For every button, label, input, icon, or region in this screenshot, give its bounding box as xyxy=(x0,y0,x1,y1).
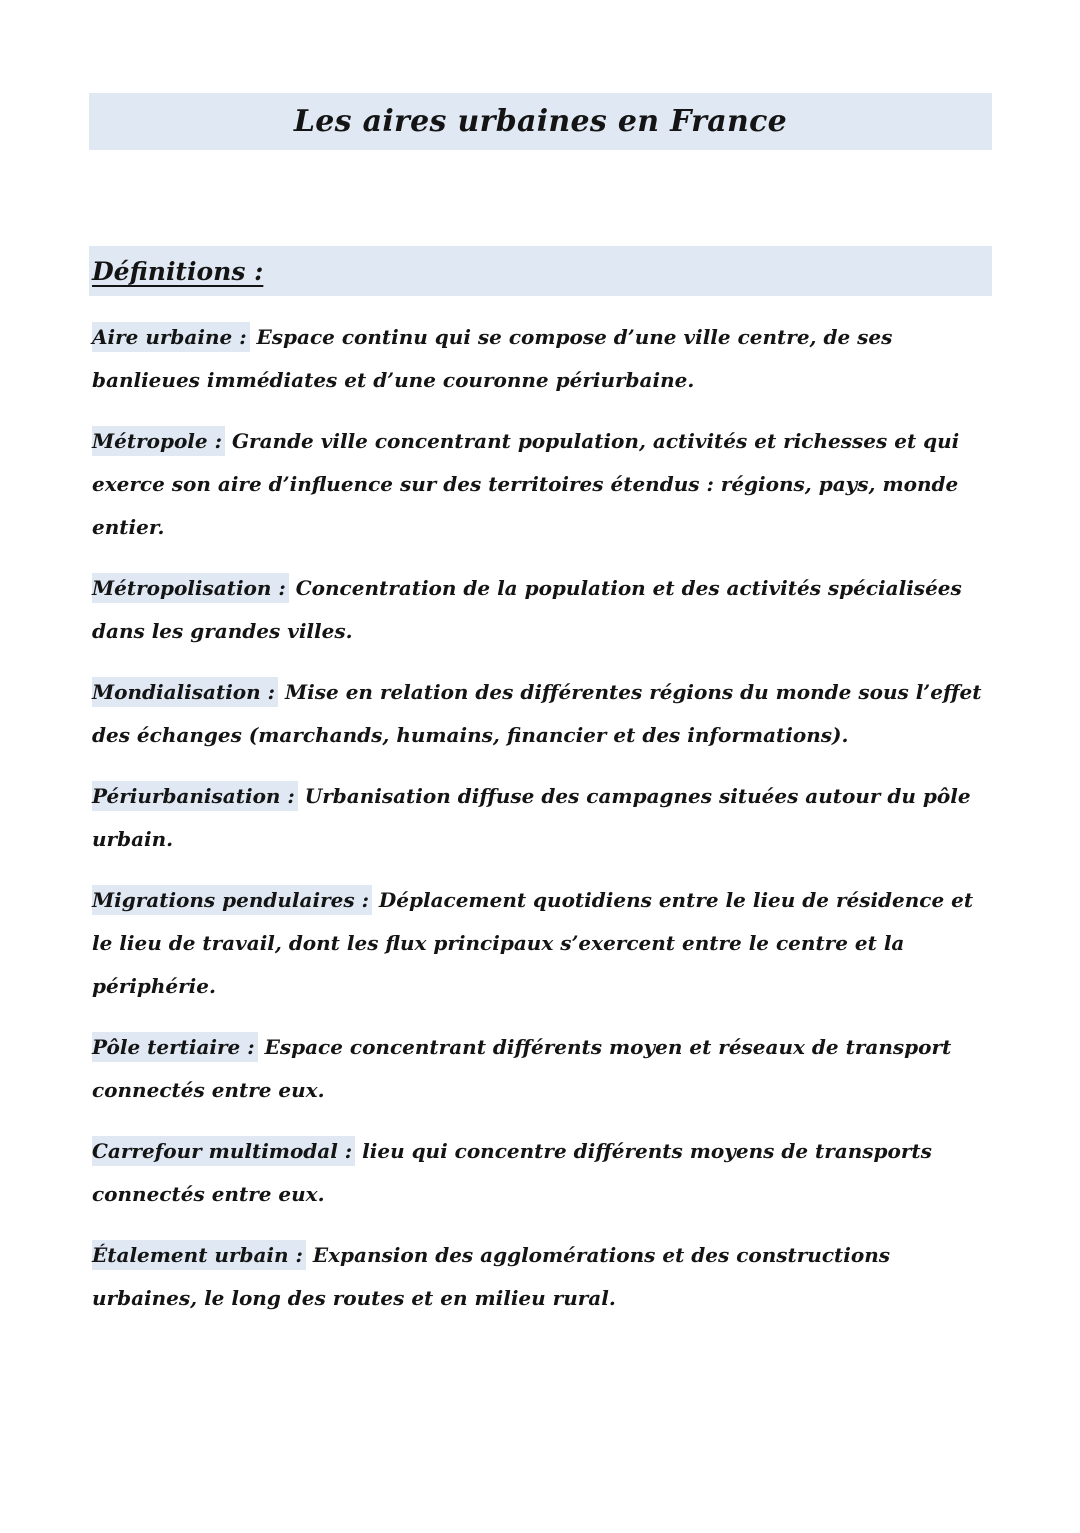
definition-term: Aire urbaine : xyxy=(92,322,250,352)
definition-text: Grande ville concentrant population, activités et richesses et qui exerce son aire d’influence sur des territoires étendus : régions, pays, monde entier. xyxy=(92,429,960,539)
definition-text: Mise en relation des différentes régions du monde sous l’effet des échanges (marchands, humains, financier et des informations). xyxy=(92,680,982,747)
definition-mondialisation xyxy=(92,671,982,757)
definitions-list xyxy=(92,316,982,1338)
definition-text: Espace concentrant différents moyen et réseaux de transport connectés entre eux. xyxy=(92,1035,952,1102)
definition-term: Mondialisation : xyxy=(92,677,278,707)
definition-carrefour-multimodal xyxy=(92,1130,982,1216)
definition-metropolisation xyxy=(92,567,982,653)
definition-etalement-urbain xyxy=(92,1234,982,1320)
definition-term: Carrefour multimodal : xyxy=(92,1136,355,1166)
definition-text: Urbanisation diffuse des campagnes situées autour du pôle urbain. xyxy=(92,784,971,851)
definition-metropole xyxy=(92,420,982,549)
definition-periurbanisation xyxy=(92,775,982,861)
page-title: Les aires urbaines en France xyxy=(293,104,788,139)
definition-text: Concentration de la population et des activités spécialisées dans les grandes villes. xyxy=(92,576,962,643)
definition-aire-urbaine xyxy=(92,316,982,402)
definition-text: Expansion des agglomérations et des constructions urbaines, le long des routes et en milieu rural. xyxy=(92,1243,890,1310)
definition-term: Métropolisation : xyxy=(92,573,289,603)
definition-text: lieu qui concentre différents moyens de transports connectés entre eux. xyxy=(92,1139,932,1206)
definition-migrations-pendulaires xyxy=(92,879,982,1008)
definition-term: Métropole : xyxy=(92,426,225,456)
definition-text: Déplacement quotidiens entre le lieu de résidence et le lieu de travail, dont les flux principaux s’exercent entre le centre et la périphérie. xyxy=(92,888,974,998)
definition-text: Espace continu qui se compose d’une ville centre, de ses banlieues immédiates et d’une couronne périurbaine. xyxy=(92,325,893,392)
definition-pole-tertiaire xyxy=(92,1026,982,1112)
section-banner xyxy=(89,246,992,296)
section-heading: Définitions : xyxy=(92,256,264,286)
definition-term: Périurbanisation : xyxy=(92,781,298,811)
definition-term: Pôle tertiaire : xyxy=(92,1032,258,1062)
title-banner xyxy=(89,93,992,150)
definition-term: Étalement urbain : xyxy=(92,1240,306,1270)
definition-term: Migrations pendulaires : xyxy=(92,885,372,915)
